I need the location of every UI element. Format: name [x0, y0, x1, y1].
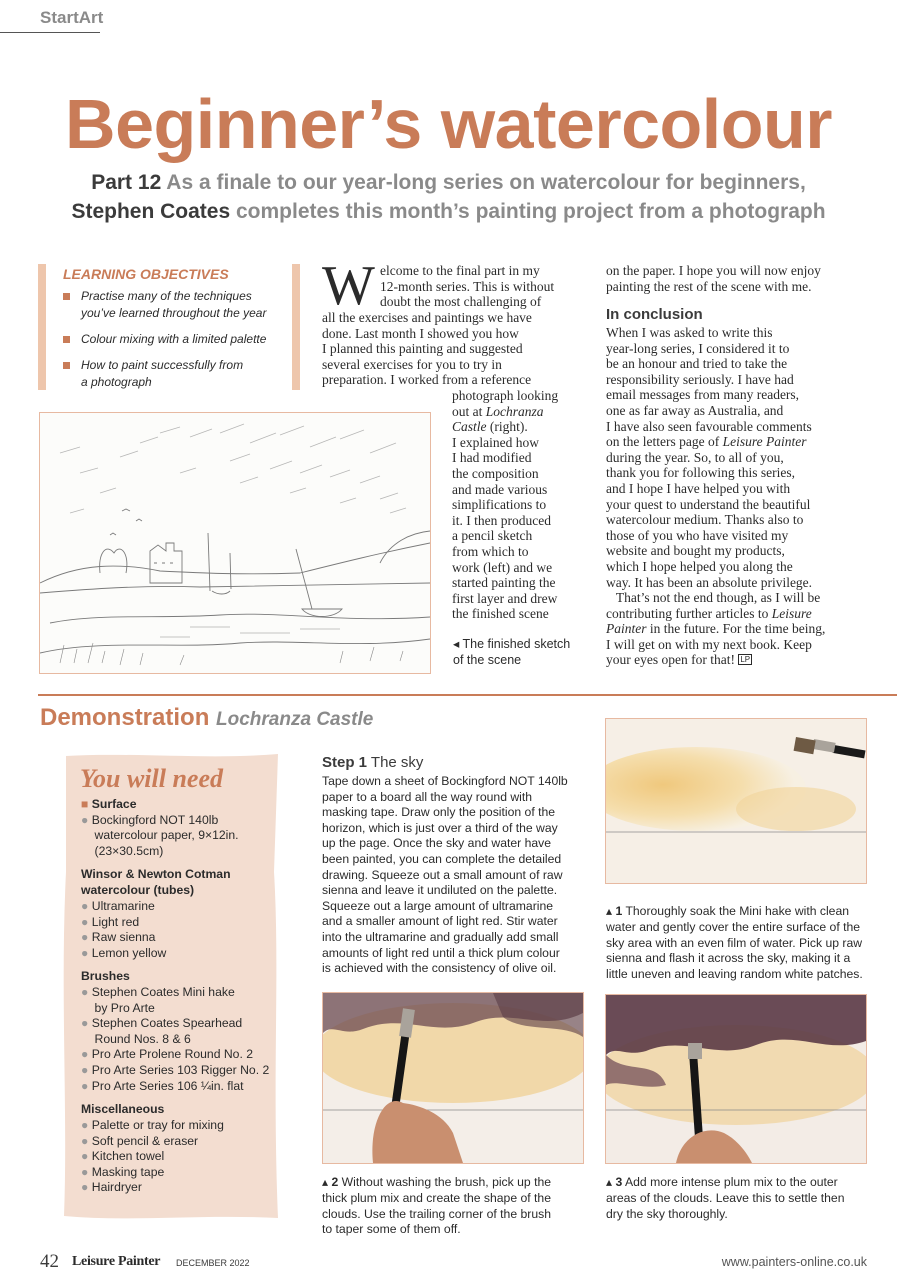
demonstration-subject: Lochranza Castle: [216, 709, 374, 730]
brushes-heading: Brushes: [81, 969, 130, 983]
caption-2: ▴ 2 Without washing the brush, pick up the thick plum mix and create the shape of the clouds. Use the trailing corner of the brush to taper some of them off.: [322, 1175, 552, 1237]
section-label: StartArt: [40, 8, 104, 27]
standfirst-line1: As a finale to our year-long series on watercolour for beginners,: [161, 171, 806, 194]
you-will-need-title: You will need: [80, 764, 224, 793]
conclusion-heading: In conclusion: [606, 306, 703, 323]
photo-1-painting: [606, 719, 866, 883]
website-url: www.painters-online.co.uk: [721, 1255, 867, 1269]
lo-item: How to paint successfully from a photograph: [63, 357, 306, 391]
bullet-square-icon: [63, 336, 70, 343]
step-photo-1: [605, 718, 867, 884]
lo-item: Colour mixing with a limited palette: [63, 331, 306, 348]
sketch-drawing: [40, 413, 430, 673]
photo-3-painting: [606, 995, 866, 1163]
sketch-caption: ◂ The finished sketch of the scene: [453, 637, 571, 667]
standfirst-line2: completes this month’s painting project from a photograph: [230, 200, 826, 223]
photo-2-painting: [323, 993, 583, 1163]
paints-heading: Winsor & Newton Cotman watercolour (tubes): [81, 867, 231, 897]
page-title: Beginner’s watercolour: [65, 85, 832, 163]
intro-text-indent: elcome to the final part in my 12-month series. This is without doubt the most challenging of: [380, 263, 555, 310]
end-mark-icon: LP: [740, 655, 751, 665]
issue-date: DECEMBER 2022: [176, 1258, 250, 1268]
intro-text-full: all the exercises and paintings we have done. Last month I showed you how I planned this painting and suggested several exercises for you to try in preparation. I worked from a reference: [322, 310, 532, 388]
demonstration-rule: [38, 694, 897, 696]
learning-objectives: [38, 264, 300, 390]
paints-list: ● Ultramarine ● Light red ● Raw sienna ● Lemon yellow: [81, 899, 167, 960]
caption-3: ▴ 3 Add more intense plum mix to the outer areas of the clouds. Leave this to settle then dry the sky thoroughly.: [606, 1175, 845, 1221]
col3-top-text: on the paper. I hope you will now enjoy painting the rest of the scene with me.: [606, 263, 821, 294]
conclusion-text: When I was asked to write this year-long series, I considered it to be an honour and tried to take the responsibility seriously. I have had email messages from many readers, one as far away as Australia, and I have also seen favourable comments on the letters page of Leisure Painter during the year. So, to all of you, thank you for following this series, and I hope I have helped you with your quest to understand the beautiful watercolour medium. Thanks also to those of you who have visited my website and bought my products, which I hope helped you along the way. It has been an absolute privilege. That’s not the end though, as I will be contributing further articles to Leisure Painter in the future. For the time being, I will get on with my next book. Keep your eyes open for that! LP: [606, 325, 826, 668]
standfirst: [40, 168, 857, 226]
step1-text: Tape down a sheet of Bockingford NOT 140lb paper to a board all the way round with masking tape. Draw only the position of the horizon, which is just over a third of the way up the page. Once the sky and water have been painted, you can complete the detailed drawing. Squeeze out a small amount of raw sienna and leave it undiluted on the palette. Squeeze out a large amount of ultramarine and a smaller amount of light red. Stir water into the ultramarine and gradually add small amounts of light red until a thick plum colour is achieved with the consistency of olive oil.: [322, 774, 568, 976]
section-rule: [0, 32, 100, 33]
step-photo-2: [322, 992, 584, 1164]
lo-title: LEARNING OBJECTIVES: [63, 266, 229, 282]
part-label: Part 12: [91, 171, 162, 194]
author-name: Stephen Coates: [71, 200, 231, 223]
intro-text-narrow: photograph looking out at Lochranza Castle (right). I explained how I had modified the composition and made various simplifications to it. I then produced a pencil sketch from which to work (left) and we started painting the first layer and drew the finished scene: [452, 388, 559, 622]
misc-list: ● Palette or tray for mixing ● Soft pencil & eraser ● Kitchen towel ● Masking tape ● Hairdryer: [81, 1118, 224, 1195]
misc-heading: Miscellaneous: [81, 1102, 165, 1116]
lo-left-bar: [38, 264, 46, 390]
magazine-name: Leisure Painter: [72, 1254, 161, 1269]
surface-section: ■ Surface ● Bockingford NOT 140lb watercolour paper, 9×12in. (23×30.5cm): [81, 797, 239, 858]
page-number: 42: [40, 1251, 59, 1272]
step-photo-3: [605, 994, 867, 1164]
pencil-sketch-image: [39, 412, 431, 674]
demonstration-heading: Demonstration Lochranza Castle: [40, 704, 374, 731]
lo-item: Practise many of the techniques you’ve learned throughout the year: [63, 288, 306, 322]
caption-1: ▴ 1 Thoroughly soak the Mini hake with clean water and gently cover the entire surface of the sky area with an even film of water. Pick up raw sienna and flash it across the sky, making it a little uneven and leaving random white patches.: [606, 904, 863, 982]
bullet-square-icon: [63, 362, 70, 369]
bullet-square-icon: [63, 293, 70, 300]
drop-cap: W: [322, 255, 375, 317]
brushes-list: ● Stephen Coates Mini hake by Pro Arte ● Stephen Coates Spearhead Round Nos. 8 & 6 ● Pro Arte Prolene Round No. 2 ● Pro Arte Series 103 Rigger No. 2 ● Pro Arte Series 106 ¼in. flat: [81, 985, 270, 1093]
you-will-need-panel: [60, 752, 282, 1222]
step1-heading: Step 1 The sky: [322, 754, 424, 771]
